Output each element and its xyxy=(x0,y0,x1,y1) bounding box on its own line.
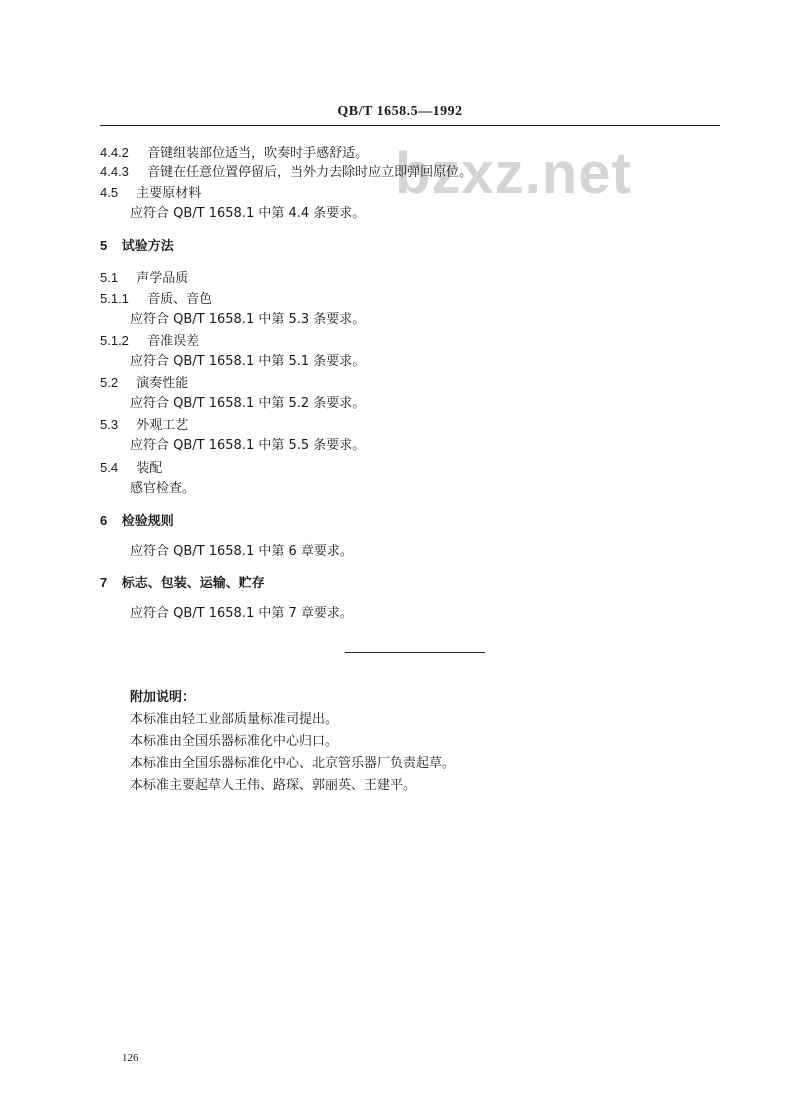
clause-5-4 xyxy=(100,460,162,477)
clause-number: 5.1 xyxy=(100,270,119,285)
page-number: 126 xyxy=(122,1052,139,1064)
clause-number: 5.1.1 xyxy=(100,291,129,306)
clause-number: 4.5 xyxy=(100,185,119,200)
section-number: 7 xyxy=(100,575,108,590)
clause-body: 应符合 QB/T 1658.1 中第 5.1 条要求。 xyxy=(130,354,366,369)
section-7-heading xyxy=(100,575,265,592)
clause-5-1-1 xyxy=(100,291,212,308)
clause-number: 4.4.3 xyxy=(100,164,129,179)
clause-4-4-2 xyxy=(100,145,368,162)
clause-body: 应符合 QB/T 1658.1 中第 5.3 条要求。 xyxy=(130,312,366,327)
section-title: 试验方法 xyxy=(121,239,174,254)
clause-number: 5.2 xyxy=(100,375,119,390)
clause-body: 应符合 QB/T 1658.1 中第 5.5 条要求。 xyxy=(130,438,366,453)
section-title: 检验规则 xyxy=(121,514,174,529)
clause-4-5 xyxy=(100,185,201,202)
watermark: bzxz.net xyxy=(395,141,632,206)
clause-text: 音键在任意位置停留后，当外力去除时应立即弹回原位。 xyxy=(147,165,473,180)
notes-title: 附加说明： xyxy=(130,690,196,705)
note-item: 本标准主要起草人王伟、路琛、郭丽英、王建平。 xyxy=(130,778,417,793)
clause-body: 应符合 QB/T 1658.1 中第 7 章要求。 xyxy=(130,606,353,621)
clause-text: 声学品质 xyxy=(136,271,189,286)
clause-5-1-2 xyxy=(100,333,199,350)
clause-text: 音质、音色 xyxy=(147,292,213,307)
note-item: 本标准由全国乐器标准化中心归口。 xyxy=(130,734,339,749)
clause-body: 应符合 QB/T 1658.1 中第 4.4 条要求。 xyxy=(130,206,366,221)
note-item: 本标准由轻工业部质量标准司提出。 xyxy=(130,712,339,727)
section-number: 6 xyxy=(100,513,108,528)
clause-text: 演奏性能 xyxy=(136,376,189,391)
clause-text: 音键组装部位适当，吹奏时手感舒适。 xyxy=(147,146,369,161)
clause-number: 4.4.2 xyxy=(100,145,129,160)
clause-number: 5.4 xyxy=(100,460,119,475)
clause-5-2 xyxy=(100,375,188,392)
end-divider xyxy=(345,652,485,653)
section-number: 5 xyxy=(100,238,108,253)
clause-5-3 xyxy=(100,417,188,434)
clause-text: 外观工艺 xyxy=(136,418,189,433)
clause-5-1 xyxy=(100,270,188,287)
section-6-heading xyxy=(100,513,174,530)
clause-text: 音准误差 xyxy=(147,334,200,349)
header-rule xyxy=(100,125,720,126)
clause-number: 5.1.2 xyxy=(100,333,129,348)
page-header-standard-number: QB/T 1658.5—1992 xyxy=(337,104,463,119)
clause-text: 主要原材料 xyxy=(136,186,202,201)
section-5-heading xyxy=(100,238,174,255)
clause-body: 应符合 QB/T 1658.1 中第 6 章要求。 xyxy=(130,544,353,559)
clause-body: 感官检查。 xyxy=(130,481,196,496)
clause-4-4-3 xyxy=(100,164,472,181)
clause-body: 应符合 QB/T 1658.1 中第 5.2 条要求。 xyxy=(130,396,366,411)
section-title: 标志、包装、运输、贮存 xyxy=(121,576,265,591)
clause-text: 装配 xyxy=(136,461,163,476)
note-item: 本标准由全国乐器标准化中心、北京管乐器厂负责起草。 xyxy=(130,756,456,771)
clause-number: 5.3 xyxy=(100,417,119,432)
